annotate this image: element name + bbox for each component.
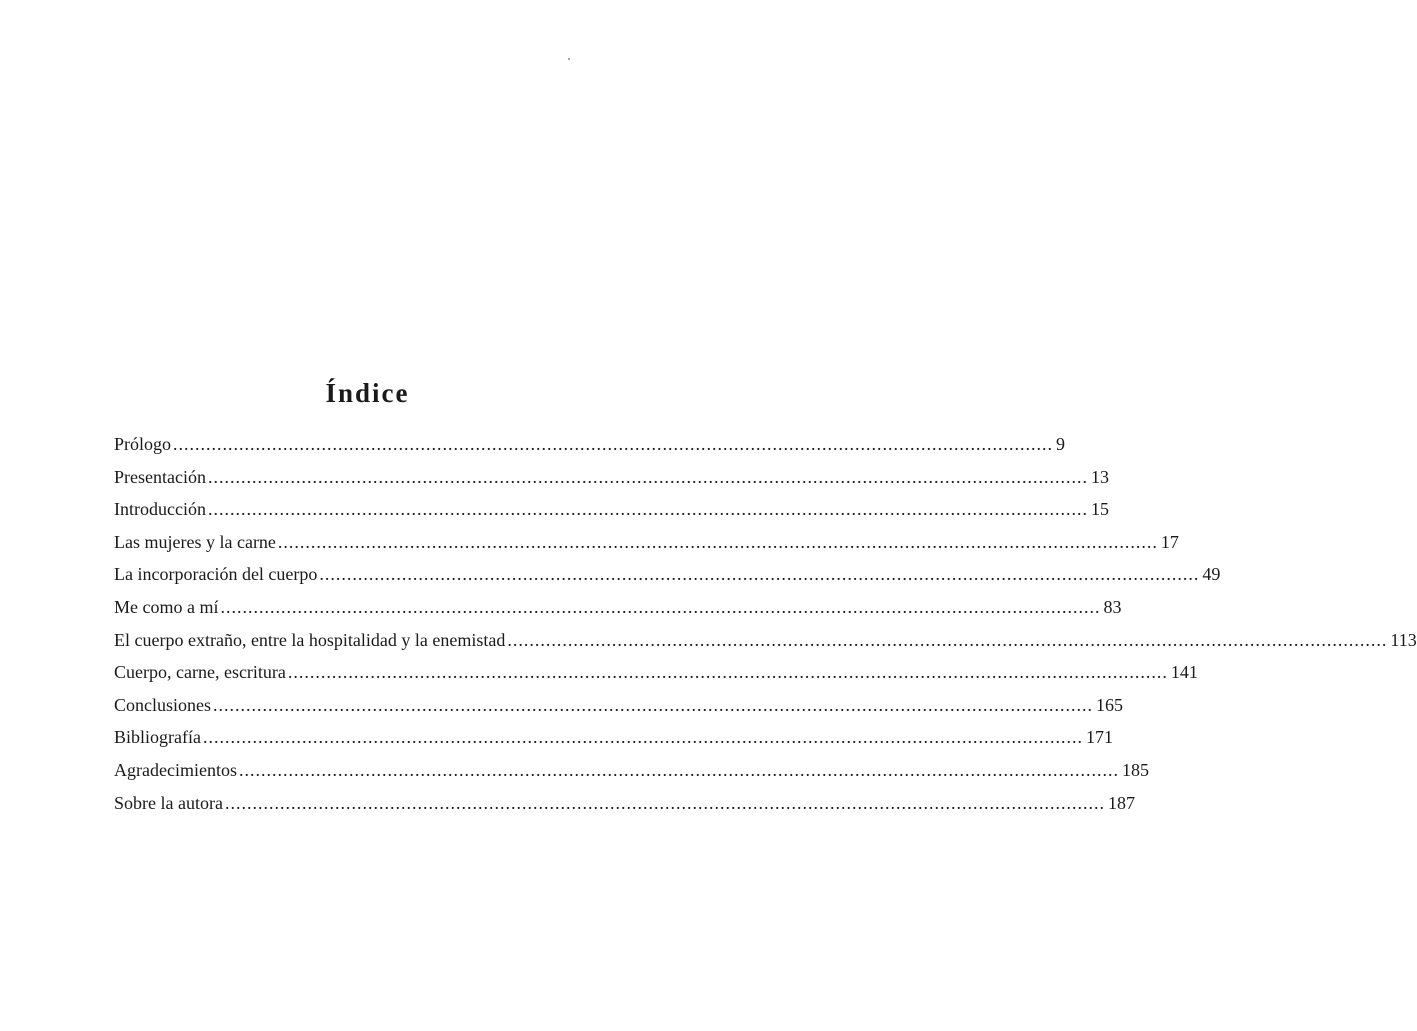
toc-entry-title: Sobre la autora: [114, 792, 223, 813]
toc-entry-page: 187: [1107, 792, 1135, 813]
toc-entry-me-como-a-mi: [114, 596, 1122, 630]
toc-entry-title: La incorporación del cuerpo: [114, 564, 318, 585]
dot-leader: ................................................................................................................................................................: [287, 662, 1168, 683]
dot-leader: ................................................................................................................................................................: [207, 499, 1088, 520]
toc-entry-page: 49: [1202, 564, 1221, 585]
toc-entry-page: 113: [1390, 629, 1417, 650]
toc-entry-title: Introducción: [114, 499, 206, 520]
dot-leader: ................................................................................................................................................................: [173, 434, 1054, 454]
toc-entry-page: 17: [1160, 531, 1179, 552]
toc-entry-sobre-la-autora: [114, 792, 1135, 826]
toc-entry-page: 185: [1121, 759, 1149, 780]
toc-entry-cuerpo-carne-escritura: [114, 662, 1198, 695]
toc-entry-las-mujeres-y-la-carne: [114, 531, 1179, 565]
toc-entry-title: El cuerpo extraño, entre la hospitalidad y la enemistad: [114, 629, 506, 650]
dot-leader: ................................................................................................................................................................: [277, 531, 1158, 552]
dot-leader: ................................................................................................................................................................: [220, 596, 1101, 617]
toc-entry-page: 13: [1090, 466, 1109, 487]
toc-entry-page: 15: [1090, 499, 1109, 520]
page-title: Índice: [325, 378, 410, 409]
dot-leader: ................................................................................................................................................................: [224, 792, 1105, 813]
table-of-contents: [114, 434, 1417, 825]
toc-entry-agradecimientos: [114, 759, 1149, 793]
toc-entry-page: 171: [1085, 727, 1113, 748]
toc-entry-page: 165: [1096, 694, 1123, 715]
scan-speck: [568, 58, 570, 60]
dot-leader: ................................................................................................................................................................: [213, 694, 1093, 715]
dot-leader: ................................................................................................................................................................: [507, 629, 1388, 650]
toc-entry-la-incorporacion-del-cuerpo: [114, 564, 1221, 597]
toc-entry-conclusiones: [114, 694, 1123, 728]
toc-entry-bibliografia: [114, 727, 1113, 760]
toc-entry-title: Me como a mí: [114, 596, 219, 617]
toc-entry-title: Conclusiones: [114, 694, 211, 715]
dot-leader: ................................................................................................................................................................: [207, 466, 1088, 487]
toc-entry-title: Bibliografía: [114, 727, 201, 748]
dot-leader: ................................................................................................................................................................: [202, 727, 1083, 748]
toc-entry-introduccion: [114, 499, 1109, 532]
toc-entry-title: Agradecimientos: [114, 759, 237, 780]
toc-entry-title: Las mujeres y la carne: [114, 531, 276, 552]
toc-entry-title: Prólogo: [114, 434, 172, 454]
toc-entry-prologo: [114, 434, 1066, 467]
toc-entry-page: 83: [1103, 596, 1122, 617]
toc-entry-title: Cuerpo, carne, escritura: [114, 662, 286, 683]
dot-leader: ................................................................................................................................................................: [238, 759, 1119, 780]
toc-entry-page: 9: [1056, 434, 1066, 454]
toc-entry-page: 141: [1170, 662, 1198, 683]
toc-entry-title: Presentación: [114, 466, 206, 487]
toc-entry-el-cuerpo-extrano: [114, 629, 1417, 663]
toc-entry-presentacion: [114, 466, 1109, 500]
dot-leader: ................................................................................................................................................................: [319, 564, 1200, 585]
